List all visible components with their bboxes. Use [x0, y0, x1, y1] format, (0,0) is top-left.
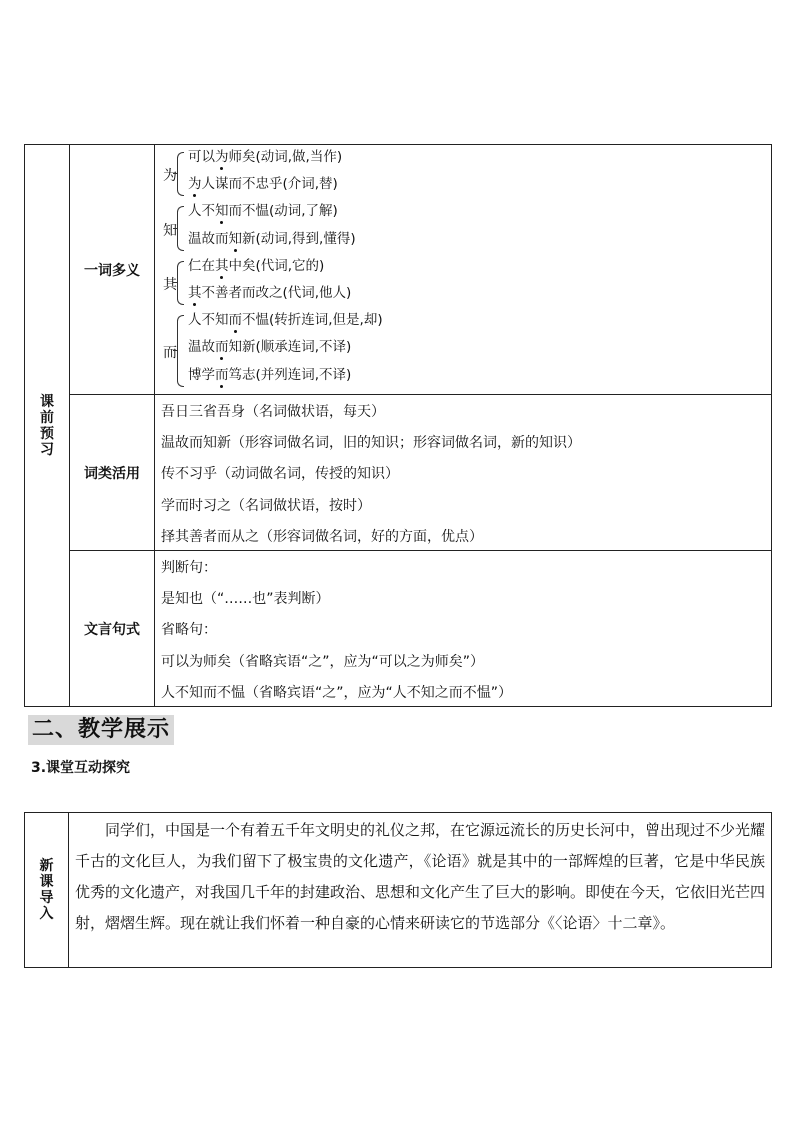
emphasized-char: 而 [229, 307, 243, 334]
emphasized-char: 其 [188, 280, 202, 307]
example-prefix: 温故而 [188, 230, 229, 247]
brace-mark [177, 206, 184, 250]
polysemy-group [155, 201, 755, 255]
polysemy-key-char: 知 [163, 222, 177, 239]
word-class-cell [155, 395, 772, 551]
brace-tip [173, 282, 178, 283]
sentence-pattern-label: 文言句式 [70, 551, 155, 707]
polysemy-key-char: 而 [163, 344, 177, 361]
word-class-content [155, 395, 771, 550]
example-suffix: 师矣(动词,做,当作) [228, 149, 343, 165]
example-prefix: 人不 [188, 203, 215, 220]
example-prefix: 人不知 [188, 312, 229, 329]
brace-mark [177, 315, 184, 387]
example-prefix: 温故 [188, 339, 215, 356]
polysemy-group [155, 310, 755, 392]
intro-paragraph: 同学们，中国是一个有着五千年文明史的礼仪之邦，在它源远流长的历史长河中，曾出现过不少光耀千古的文化巨人，为我们留下了极宝贵的文化遗产，《论语》就是其中的一部辉煌的巨著，它是中华民族优秀的文化遗产，对我国几千年的封建政治、思想和文化产生了巨大的影响。即使在今天，它依旧光芒四射，熠熠生辉。现在就让我们怀着一种自豪的心情来研读它的节选部分《〈论语〉十二章》。 [75, 821, 766, 932]
example-prefix: 仁在 [188, 257, 215, 274]
polysemy-content [155, 145, 771, 393]
intro-cell [69, 813, 772, 968]
polysemy-key-char: 其 [163, 276, 177, 293]
emphasized-char: 知 [229, 226, 243, 253]
polysemy-example [188, 171, 338, 198]
emphasized-char: 为 [188, 171, 202, 198]
polysemy-example [188, 253, 324, 280]
polysemy-group [155, 147, 755, 201]
brace-mark [177, 261, 184, 305]
polysemy-example [188, 198, 338, 225]
word-class-line: 学而时习之（名词做状语，按时） [161, 497, 371, 514]
example-suffix: 不愠(转折连词,但是,却) [242, 312, 383, 329]
polysemy-label: 一词多义 [70, 145, 155, 395]
polysemy-example [188, 362, 351, 389]
sentence-pattern-line: 判断句： [161, 560, 217, 576]
polysemy-group [155, 256, 755, 310]
word-class-line: 择其善者而从之（形容词做名词，好的方面，优点） [161, 528, 483, 545]
brace-tip [173, 173, 178, 174]
brace-tip [173, 228, 178, 229]
word-class-line: 吾日三省吾身（名词做状语，每天） [161, 404, 385, 420]
sentence-pattern-cell [155, 551, 772, 707]
intro-table [24, 812, 772, 968]
example-suffix: 人谋而不忠乎(介词,替) [201, 176, 338, 193]
emphasized-char: 其 [215, 253, 229, 280]
word-class-line: 传不习乎（动词做名词，传授的知识） [161, 466, 399, 483]
subheading: 3.课堂互动探究 [31, 760, 131, 776]
polysemy-example [188, 226, 356, 253]
sentence-pattern-line: 可以为师矣（省略宾语“之”，应为“可以之为师矣”） [161, 653, 485, 670]
polysemy-key-char: 为 [163, 168, 177, 185]
word-class-label: 词类活用 [70, 395, 155, 551]
polysemy-example [188, 334, 351, 361]
word-class-line: 温故而知新（形容词做名词，旧的知识；形容词做名词，新的知识） [161, 435, 581, 452]
sentence-pattern-content [155, 551, 771, 706]
polysemy-cell [155, 145, 772, 395]
sentence-pattern-line: 人不知而不愠（省略宾语“之”，应为“人不知之而不愠”） [161, 684, 513, 701]
emphasized-char: 而 [215, 334, 229, 361]
polysemy-example [188, 144, 342, 171]
sentence-pattern-line: 省略句： [161, 622, 217, 639]
example-suffix: 中矣(代词,它的) [228, 257, 325, 274]
polysemy-example [188, 280, 351, 307]
sentence-pattern-line: 是知也（“……也”表判断） [161, 591, 330, 608]
emphasized-char: 而 [215, 362, 229, 389]
example-suffix: 不善者而改之(代词,他人) [201, 284, 352, 301]
brace-tip [173, 350, 178, 351]
example-suffix: 而不愠(动词,了解) [228, 203, 338, 220]
example-suffix: 知新(顺承连词,不译) [228, 339, 352, 356]
section-label-intro: 新课导入 [25, 813, 69, 968]
emphasized-char: 知 [215, 198, 229, 225]
emphasized-char: 为 [215, 144, 229, 171]
brace-mark [177, 152, 184, 196]
example-prefix: 博学 [188, 366, 215, 383]
section-label-preview: 课前预习 [25, 145, 70, 707]
example-suffix: 新(动词,得到,懂得) [242, 230, 356, 247]
section-heading: 二、教学展示 [28, 715, 174, 745]
preview-table [24, 144, 772, 707]
example-suffix: 笃志(并列连词,不译) [228, 366, 352, 383]
example-prefix: 可以 [188, 149, 215, 165]
polysemy-example [188, 307, 383, 334]
